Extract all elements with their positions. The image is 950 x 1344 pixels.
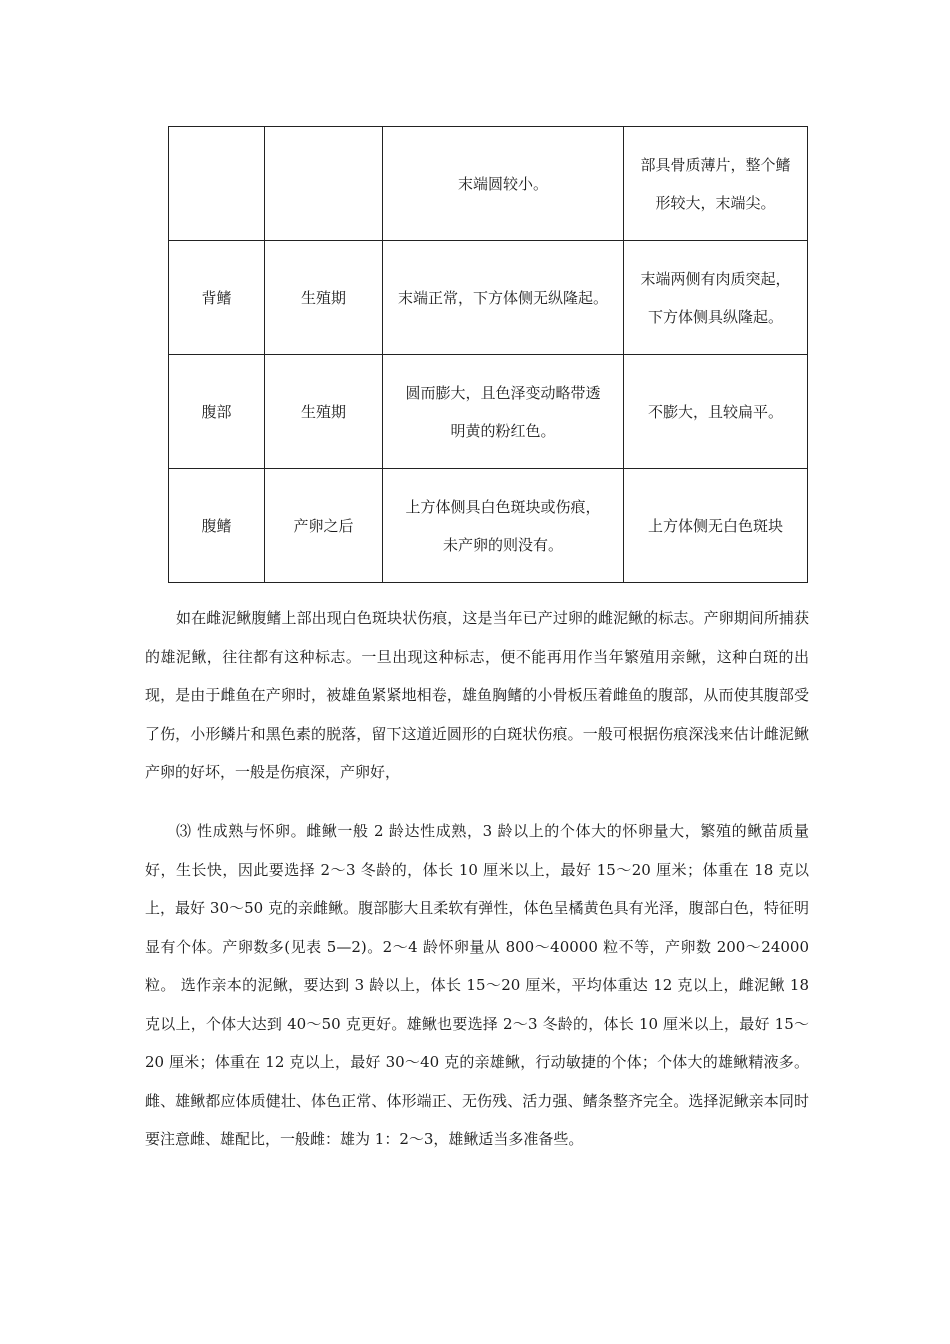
- table-cell-part: 腹部: [169, 355, 265, 469]
- cell-line: 末端圆较小。: [457, 174, 548, 193]
- cell-line: 末端两侧有肉质突起，: [640, 269, 791, 288]
- table-cell-female: [383, 469, 624, 583]
- table-cell-male: [624, 355, 808, 469]
- table-cell-part: 背鳍: [169, 241, 265, 355]
- paragraph-white-spot-marks: 如在雌泥鳅腹鳍上部出现白色斑块状伤痕，这是当年已产过卵的雌泥鳅的标志。产卵期间所捕获的雄泥鳅，往往都有这种标志。一旦出现这种标志，便不能再用作当年繁殖用亲鳅，这种白斑的出现，是由于雌鱼在产卵时，被雄鱼紧紧地相卷，雄鱼胸鳍的小骨板压着雌鱼的腹部，从而使其腹部受了伤，小形鳞片和黑色素的脱落，留下这道近圆形的白斑状伤痕。一般可根据伤痕深浅来估计雌泥鳅产卵的好坏，一般是伤痕深，产卵好，: [145, 609, 809, 781]
- paragraph-maturity-and-eggs: ⑶ 性成熟与怀卵。雌鳅一般 2 龄达性成熟，3 龄以上的个体大的怀卵量大，繁殖的鳅苗质量好，生长快，因此要选择 2～3 冬龄的，体长 10 厘米以上，最好 15～20 厘米；体重在 18 克以上，最好 30～50 克的亲雌鳅。腹部膨大且柔软有弹性，体色呈橘黄色具有光泽，腹部白色，特征明显有个体。产卵数多(见表 5—2)。2～4 龄怀卵量从 800～40000 粒不等，产卵数 200～24000 粒。 选作亲本的泥鳅，要达到 3 龄以上，体长 15～20 厘米，平均体重达 12 克以上，雌泥鳅 18 克以上，个体大达到 40～50 克更好。雄鳅也要选择 2～3 冬龄的，体长 10 厘米以上，最好 15～20 厘米；体重在 12 克以上，最好 30～40 克的亲雄鳅，行动敏捷的个体；个体大的雄鳅精液多。雌、雄鳅都应体质健壮、体色正常、体形端正、无伤残、活力强、鳍条整齐完全。选择泥鳅亲本同时要注意雌、雄配比，一般雌：雄为 1：2～3，雄鳅适当多准备些。: [145, 822, 809, 1148]
- table-cell-part: [169, 127, 265, 241]
- table-row: [169, 469, 808, 583]
- cell-line: 末端正常，下方体侧无纵隆起。: [397, 288, 608, 307]
- table-cell-stage: 生殖期: [265, 241, 383, 355]
- table-cell-part: 腹鳍: [169, 469, 265, 583]
- table-cell-female: [383, 127, 624, 241]
- cell-line: 下方体侧具纵隆起。: [647, 307, 783, 326]
- cell-line: 明黄的粉红色。: [450, 421, 556, 440]
- sex-comparison-table: [168, 126, 808, 583]
- table-cell-stage: [265, 127, 383, 241]
- cell-line: 上方体侧具白色斑块或伤痕，: [405, 497, 601, 516]
- table-row: [169, 355, 808, 469]
- table-cell-male: [624, 127, 808, 241]
- table-row: [169, 241, 808, 355]
- table-cell-female: [383, 241, 624, 355]
- cell-line: 形较大，末端尖。: [655, 193, 776, 212]
- cell-line: 未产卵的则没有。: [442, 535, 563, 554]
- table-cell-stage: 生殖期: [265, 355, 383, 469]
- cell-line: 上方体侧无白色斑块: [647, 516, 783, 535]
- table-row: [169, 127, 808, 241]
- table-cell-female: [383, 355, 624, 469]
- table-cell-stage: 产卵之后: [265, 469, 383, 583]
- cell-line: 圆而膨大，且色泽变动略带透: [405, 383, 601, 402]
- table-cell-male: [624, 241, 808, 355]
- cell-line: 不膨大，且较扁平。: [647, 402, 783, 421]
- cell-line: 部具骨质薄片，整个鳍: [640, 155, 791, 174]
- table-cell-male: [624, 469, 808, 583]
